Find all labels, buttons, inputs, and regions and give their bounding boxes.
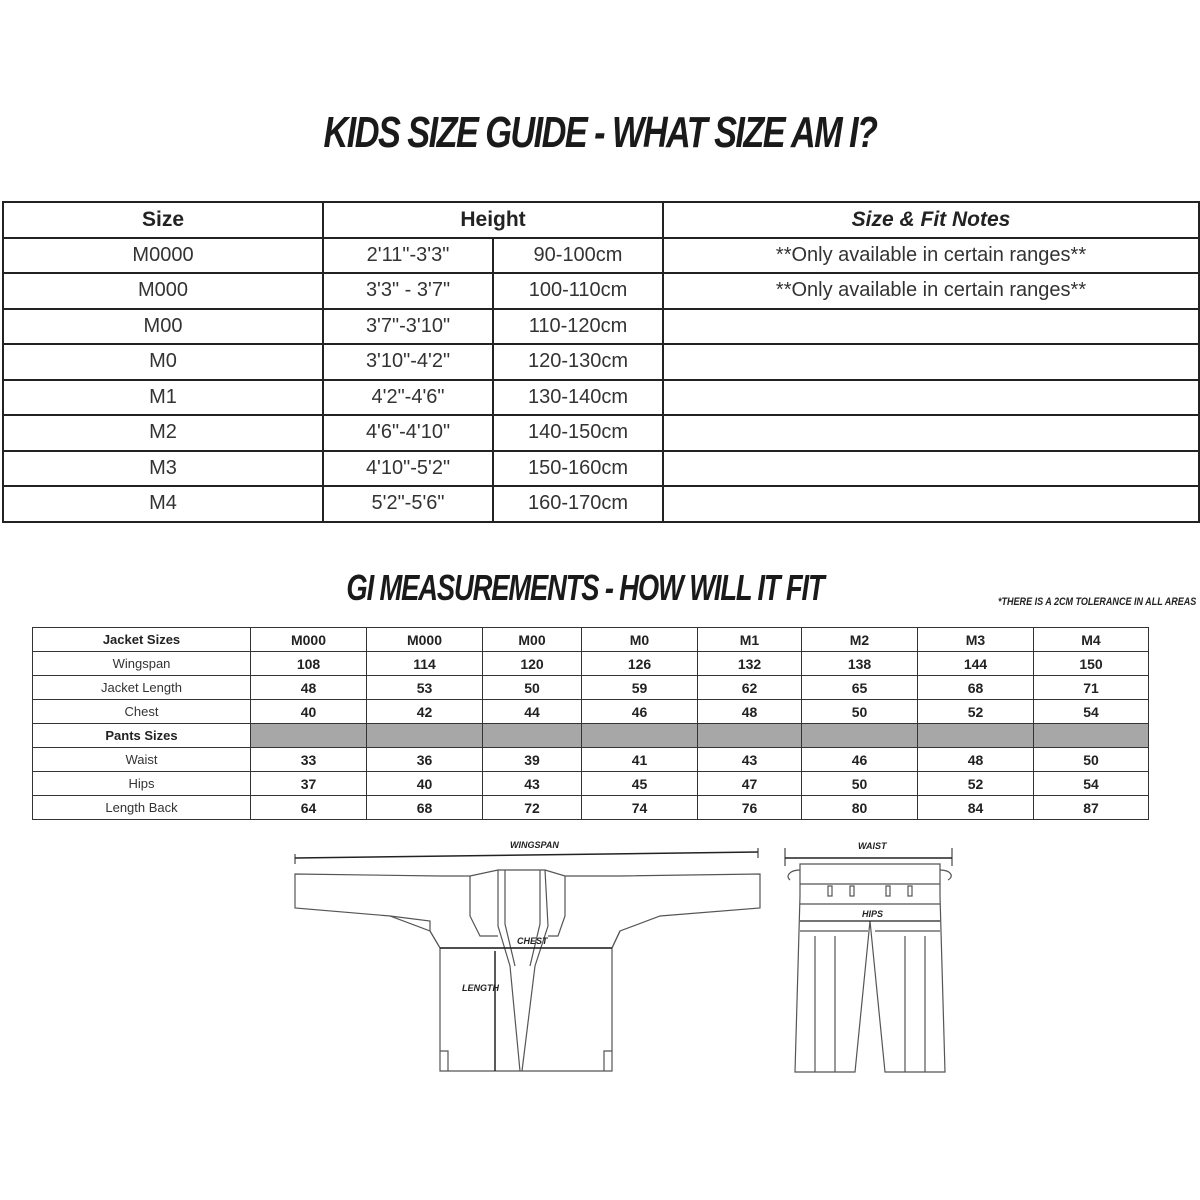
height-metric-cell: 160-170cm [493, 486, 663, 522]
tolerance-note: *THERE IS A 2CM TOLERANCE IN ALL AREAS [998, 596, 1197, 608]
size-cell: M00 [3, 309, 323, 345]
gi-value-cell: 120 [483, 652, 582, 676]
height-imperial-cell: 3'10"-4'2" [323, 344, 493, 380]
height-metric-cell: 110-120cm [493, 309, 663, 345]
gi-size-header: M3 [918, 628, 1034, 652]
gi-value-cell: 46 [582, 700, 698, 724]
gi-row [33, 796, 1149, 820]
height-header: Height [323, 202, 663, 238]
gi-size-header: M4 [1034, 628, 1149, 652]
gi-row [33, 652, 1149, 676]
size-row [3, 415, 1199, 451]
gi-shaded-cell [918, 724, 1034, 748]
gi-value-cell: 46 [802, 748, 918, 772]
note-cell [663, 415, 1199, 451]
gi-header-row [33, 628, 1149, 652]
gi-value-cell: 74 [582, 796, 698, 820]
size-cell: M0000 [3, 238, 323, 274]
note-cell: **Only available in certain ranges** [663, 238, 1199, 274]
gi-shaded-cell [483, 724, 582, 748]
gi-shaded-cell [582, 724, 698, 748]
gi-value-cell: 59 [582, 676, 698, 700]
gi-value-cell: 68 [918, 676, 1034, 700]
size-row [3, 451, 1199, 487]
note-cell: **Only available in certain ranges** [663, 273, 1199, 309]
gi-row [33, 676, 1149, 700]
gi-value-cell: 40 [367, 772, 483, 796]
size-cell: M3 [3, 451, 323, 487]
gi-size-header: M1 [698, 628, 802, 652]
height-metric-cell: 130-140cm [493, 380, 663, 416]
gi-value-cell: 53 [367, 676, 483, 700]
wingspan-label: WINGSPAN [510, 840, 559, 850]
gi-value-cell: 47 [698, 772, 802, 796]
height-imperial-cell: 4'10"-5'2" [323, 451, 493, 487]
gi-row-label: Jacket Length [33, 676, 251, 700]
gi-size-header: M000 [251, 628, 367, 652]
size-row [3, 344, 1199, 380]
gi-value-cell: 48 [251, 676, 367, 700]
size-cell: M0 [3, 344, 323, 380]
size-cell: M1 [3, 380, 323, 416]
gi-value-cell: 36 [367, 748, 483, 772]
gi-value-cell: 50 [802, 772, 918, 796]
gi-value-cell: 54 [1034, 772, 1149, 796]
gi-row [33, 700, 1149, 724]
waist-label: WAIST [858, 841, 887, 851]
gi-value-cell: 64 [251, 796, 367, 820]
kids-size-guide-title: KIDS SIZE GUIDE - WHAT SIZE AM I? [323, 108, 877, 157]
height-imperial-cell: 3'3" - 3'7" [323, 273, 493, 309]
gi-value-cell: 65 [802, 676, 918, 700]
note-cell [663, 344, 1199, 380]
gi-shaded-cell [1034, 724, 1149, 748]
gi-size-header: M00 [483, 628, 582, 652]
gi-shaded-cell [698, 724, 802, 748]
height-metric-cell: 140-150cm [493, 415, 663, 451]
gi-value-cell: 54 [1034, 700, 1149, 724]
gi-value-cell: 40 [251, 700, 367, 724]
gi-value-cell: 44 [483, 700, 582, 724]
gi-row-label: Wingspan [33, 652, 251, 676]
gi-size-header: M0 [582, 628, 698, 652]
chest-label: CHEST [517, 936, 548, 946]
gi-value-cell: 43 [698, 748, 802, 772]
gi-value-cell: 72 [483, 796, 582, 820]
gi-value-cell: 52 [918, 772, 1034, 796]
jacket-drawing [295, 870, 760, 1071]
gi-value-cell: 48 [918, 748, 1034, 772]
height-metric-cell: 120-130cm [493, 344, 663, 380]
gi-size-header: M000 [367, 628, 483, 652]
size-cell: M2 [3, 415, 323, 451]
gi-value-cell: 71 [1034, 676, 1149, 700]
size-row [3, 238, 1199, 274]
note-cell [663, 451, 1199, 487]
pants-drawing [788, 864, 951, 1072]
gi-value-cell: 43 [483, 772, 582, 796]
size-row [3, 486, 1199, 522]
gi-value-cell: 50 [483, 676, 582, 700]
gi-measurements-title: GI MEASUREMENTS - HOW WILL IT FIT [346, 567, 824, 608]
gi-value-cell: 68 [367, 796, 483, 820]
gi-row-label: Chest [33, 700, 251, 724]
gi-value-cell: 76 [698, 796, 802, 820]
gi-measurements-table [32, 627, 1149, 820]
gi-value-cell: 80 [802, 796, 918, 820]
gi-diagram [0, 836, 1200, 1096]
gi-row-label: Length Back [33, 796, 251, 820]
note-cell [663, 309, 1199, 345]
gi-value-cell: 48 [698, 700, 802, 724]
size-row [3, 309, 1199, 345]
gi-value-cell: 84 [918, 796, 1034, 820]
gi-value-cell: 132 [698, 652, 802, 676]
gi-value-cell: 126 [582, 652, 698, 676]
gi-value-cell: 108 [251, 652, 367, 676]
size-cell: M000 [3, 273, 323, 309]
notes-header: Size & Fit Notes [663, 202, 1199, 238]
height-metric-cell: 150-160cm [493, 451, 663, 487]
gi-value-cell: 150 [1034, 652, 1149, 676]
hips-label: HIPS [862, 909, 884, 919]
gi-value-cell: 50 [802, 700, 918, 724]
gi-header-row [33, 724, 1149, 748]
gi-shaded-cell [367, 724, 483, 748]
size-cell: M4 [3, 486, 323, 522]
gi-value-cell: 39 [483, 748, 582, 772]
gi-row [33, 748, 1149, 772]
note-cell [663, 380, 1199, 416]
gi-shaded-cell [802, 724, 918, 748]
gi-section-header: Jacket Sizes [33, 628, 251, 652]
note-cell [663, 486, 1199, 522]
height-imperial-cell: 4'2"-4'6" [323, 380, 493, 416]
size-table-header-row [3, 202, 1199, 238]
gi-value-cell: 33 [251, 748, 367, 772]
size-header: Size [3, 202, 323, 238]
height-imperial-cell: 2'11"-3'3" [323, 238, 493, 274]
height-imperial-cell: 4'6"-4'10" [323, 415, 493, 451]
size-row [3, 273, 1199, 309]
gi-section-header: Pants Sizes [33, 724, 251, 748]
gi-value-cell: 144 [918, 652, 1034, 676]
height-metric-cell: 100-110cm [493, 273, 663, 309]
gi-row-label: Hips [33, 772, 251, 796]
gi-value-cell: 114 [367, 652, 483, 676]
gi-value-cell: 52 [918, 700, 1034, 724]
gi-size-header: M2 [802, 628, 918, 652]
gi-value-cell: 41 [582, 748, 698, 772]
gi-value-cell: 45 [582, 772, 698, 796]
size-row [3, 380, 1199, 416]
gi-value-cell: 138 [802, 652, 918, 676]
kids-size-table [2, 201, 1200, 523]
gi-value-cell: 50 [1034, 748, 1149, 772]
gi-value-cell: 62 [698, 676, 802, 700]
height-metric-cell: 90-100cm [493, 238, 663, 274]
height-imperial-cell: 3'7"-3'10" [323, 309, 493, 345]
gi-shaded-cell [251, 724, 367, 748]
gi-value-cell: 87 [1034, 796, 1149, 820]
gi-value-cell: 37 [251, 772, 367, 796]
gi-value-cell: 42 [367, 700, 483, 724]
gi-row [33, 772, 1149, 796]
height-imperial-cell: 5'2"-5'6" [323, 486, 493, 522]
length-label: LENGTH [462, 983, 499, 993]
gi-row-label: Waist [33, 748, 251, 772]
